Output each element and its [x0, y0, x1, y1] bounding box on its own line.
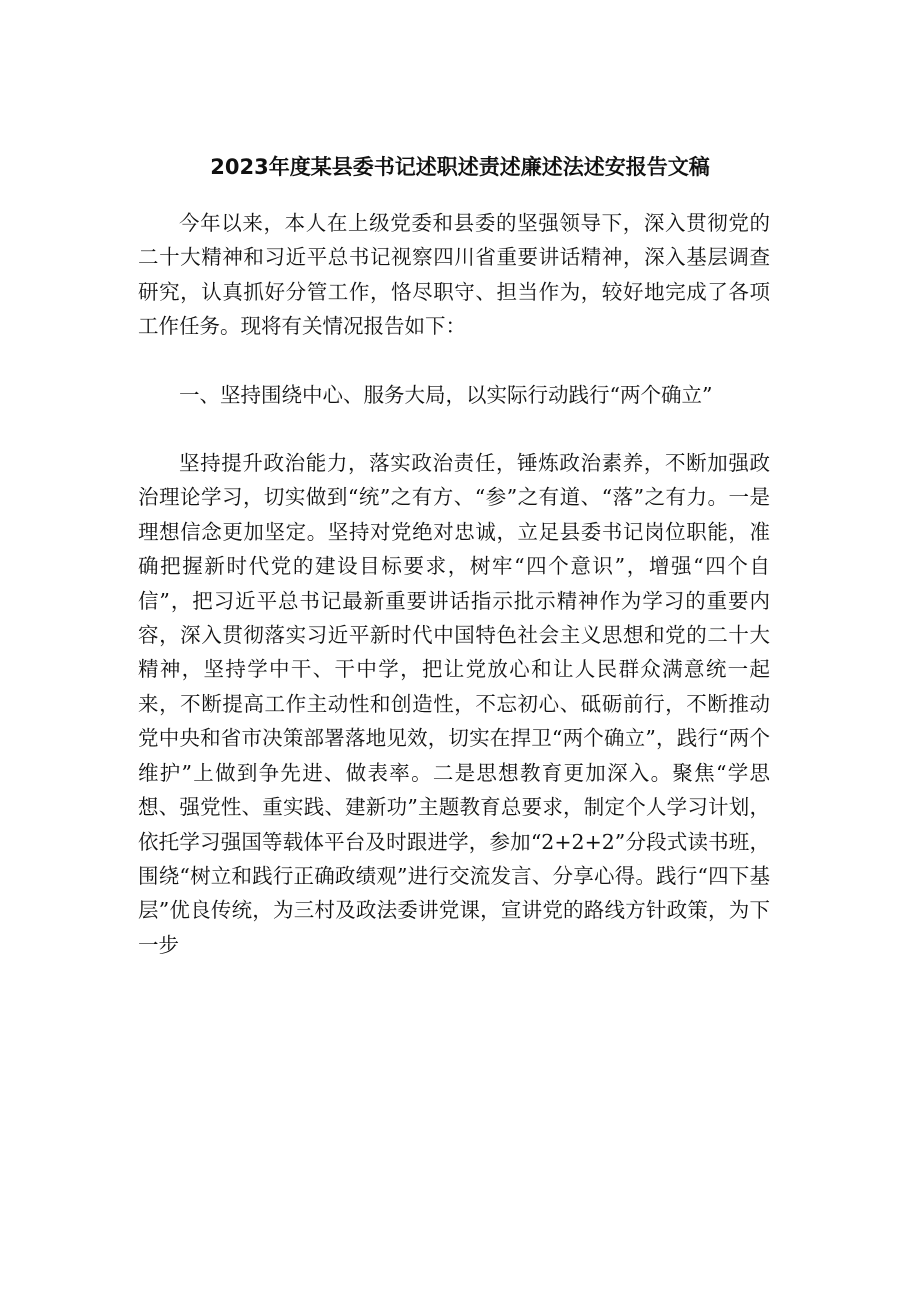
paragraph-spacer: [138, 412, 770, 446]
document-body: [138, 206, 770, 962]
section-heading: 一、坚持围绕中心、服务大局，以实际行动践行“两个确立”: [179, 382, 713, 407]
intro-paragraph: 今年以来，本人在上级党委和县委的坚强领导下，深入贯彻党的二十大精神和习近平总书记视察四川省重要讲话精神，深入基层调查研究，认真抓好分管工作，恪尽职守、担当作为，较好地完成了各项工作任务。现将有关情况报告如下：: [138, 211, 770, 339]
section-paragraph: 坚持提升政治能力，落实政治责任，锤炼政治素养，不断加强政治理论学习，切实做到“统”之有方、“参”之有道、“落”之有力。一是理想信念更加坚定。坚持对党绝对忠诚，立足县委书记岗位职能，准确把握新时代党的建设目标要求，树牢“四个意识”，增强“四个自信”，把习近平总书记最新重要讲话指示批示精神作为学习的重要内容，深入贯彻落实习近平新时代中国特色社会主义思想和党的二十大精神，坚持学中干、干中学，把让党放心和让人民群众满意统一起来，不断提高工作主动性和创造性，不忘初心、砥砺前行，不断推动党中央和省市决策部署落地见效，切实在捍卫“两个确立”，践行“两个维护”上做到争先进、做表率。二是思想教育更加深入。聚焦“学思想、强党性、重实践、建新功”主题教育总要求，制定个人学习计划，依托学习强国等载体平台及时跟进学，参加“2+2+2”分段式读书班，围绕“树立和践行正确政绩观”进行交流发言、分享心得。践行“四下基层”优良传统，为三村及政法委讲党课，宣讲党的路线方针政策，为下一步: [138, 451, 770, 957]
document-title: 2023年度某县委书记述职述责述廉述法述安报告文稿: [210, 155, 710, 179]
paragraph-spacer: [138, 344, 770, 378]
